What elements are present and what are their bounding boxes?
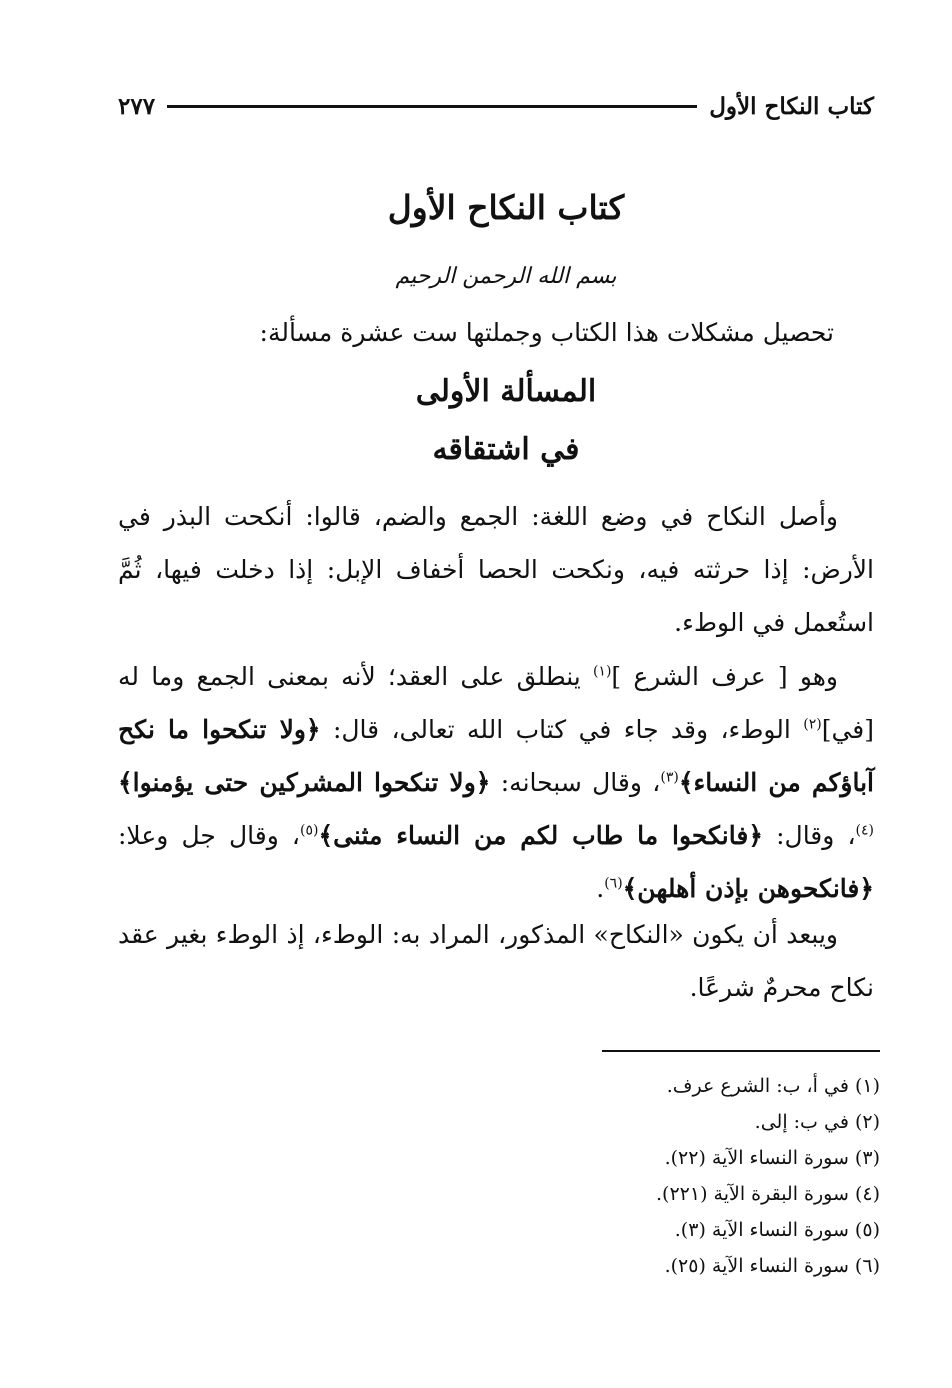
paragraph-2-text <box>118 650 874 915</box>
footnote-separator <box>602 1050 880 1052</box>
footnote-ref-3: (٣) <box>660 769 679 786</box>
footnote-ref-2: (٢) <box>803 716 822 733</box>
text-run: ، وقال جل وعلا: <box>118 821 300 850</box>
text-run: وهو [ عرف الشرع ] <box>611 662 838 691</box>
footnote-ref-6: (٦) <box>604 875 623 892</box>
text-run: . <box>596 874 605 903</box>
text-run: ينطلق على العقد؛ لأنه بمعنى الجمع وما له [في] <box>118 662 874 744</box>
running-title: كتاب النكاح الأول <box>709 92 874 120</box>
footnote-ref-1: (١) <box>592 663 612 680</box>
basmala: بسم الله الرحمن الرحيم <box>395 264 617 289</box>
quran-verse-3: ﴿فانكحوا ما طاب لكم من النساء مثنى﴾ <box>318 821 763 850</box>
header-rule <box>167 105 697 108</box>
footnote-ref-5: (٥) <box>299 822 319 839</box>
paragraph-2 <box>118 650 874 915</box>
footnotes <box>300 1068 880 1284</box>
footnote-3: (٣) سورة النساء الآية (٢٢). <box>664 1147 880 1169</box>
quran-verse-2: ﴿ولا تنكحوا المشركين حتى يؤمنوا﴾ <box>118 768 491 797</box>
footnote-1: (١) في أ، ب: الشرع عرف. <box>666 1075 880 1097</box>
quran-verse-4: ﴿فانكحوهن بإذن أهلهن﴾ <box>622 874 874 903</box>
footnote-5: (٥) سورة النساء الآية (٣). <box>674 1219 880 1241</box>
footnote-4: (٤) سورة البقرة الآية (٢٢١). <box>655 1183 880 1205</box>
issue-title: المسألة الأولى <box>415 374 597 409</box>
page-number: ٢٧٧ <box>118 92 156 120</box>
running-header <box>118 86 874 126</box>
paragraph-1-text: وأصل النكاح في وضع اللغة: الجمع والضم، قالوا: أنكحت البذر في الأرض: إذا حرثته فيه، ونكحت الحصا أخفاف الإبل: إذا دخلت فيها، ثُمَّ استُعمل في الوطء. <box>118 502 874 637</box>
text-run: ، وقال سبحانه: <box>490 768 661 797</box>
text-run: الوطء، وقد جاء في كتاب الله تعالى، قال: <box>320 715 804 744</box>
footnote-2: (٢) في ب: إلى. <box>754 1111 880 1133</box>
paragraph-1 <box>118 490 874 649</box>
footnote-6: (٦) سورة النساء الآية (٢٥). <box>664 1255 880 1277</box>
paragraph-3-text: ويبعد أن يكون «النكاح» المذكور، المراد به: الوطء، إذ الوطء بغير عقد نكاح محرمٌ شرعًا. <box>118 920 874 1002</box>
intro-line: تحصيل مشكلات هذا الكتاب وجملتها ست عشرة مسألة: <box>259 318 834 347</box>
quran-verse-1: ﴿ولا تنكحوا ما نكح آباؤكم من النساء﴾ <box>118 715 874 797</box>
issue-subtitle: في اشتقاقه <box>432 432 580 467</box>
paragraph-3 <box>118 908 874 1014</box>
text-run: ، وقال: <box>762 821 856 850</box>
footnote-ref-4: (٤) <box>855 822 874 839</box>
book-title: كتاب النكاح الأول <box>387 188 625 227</box>
